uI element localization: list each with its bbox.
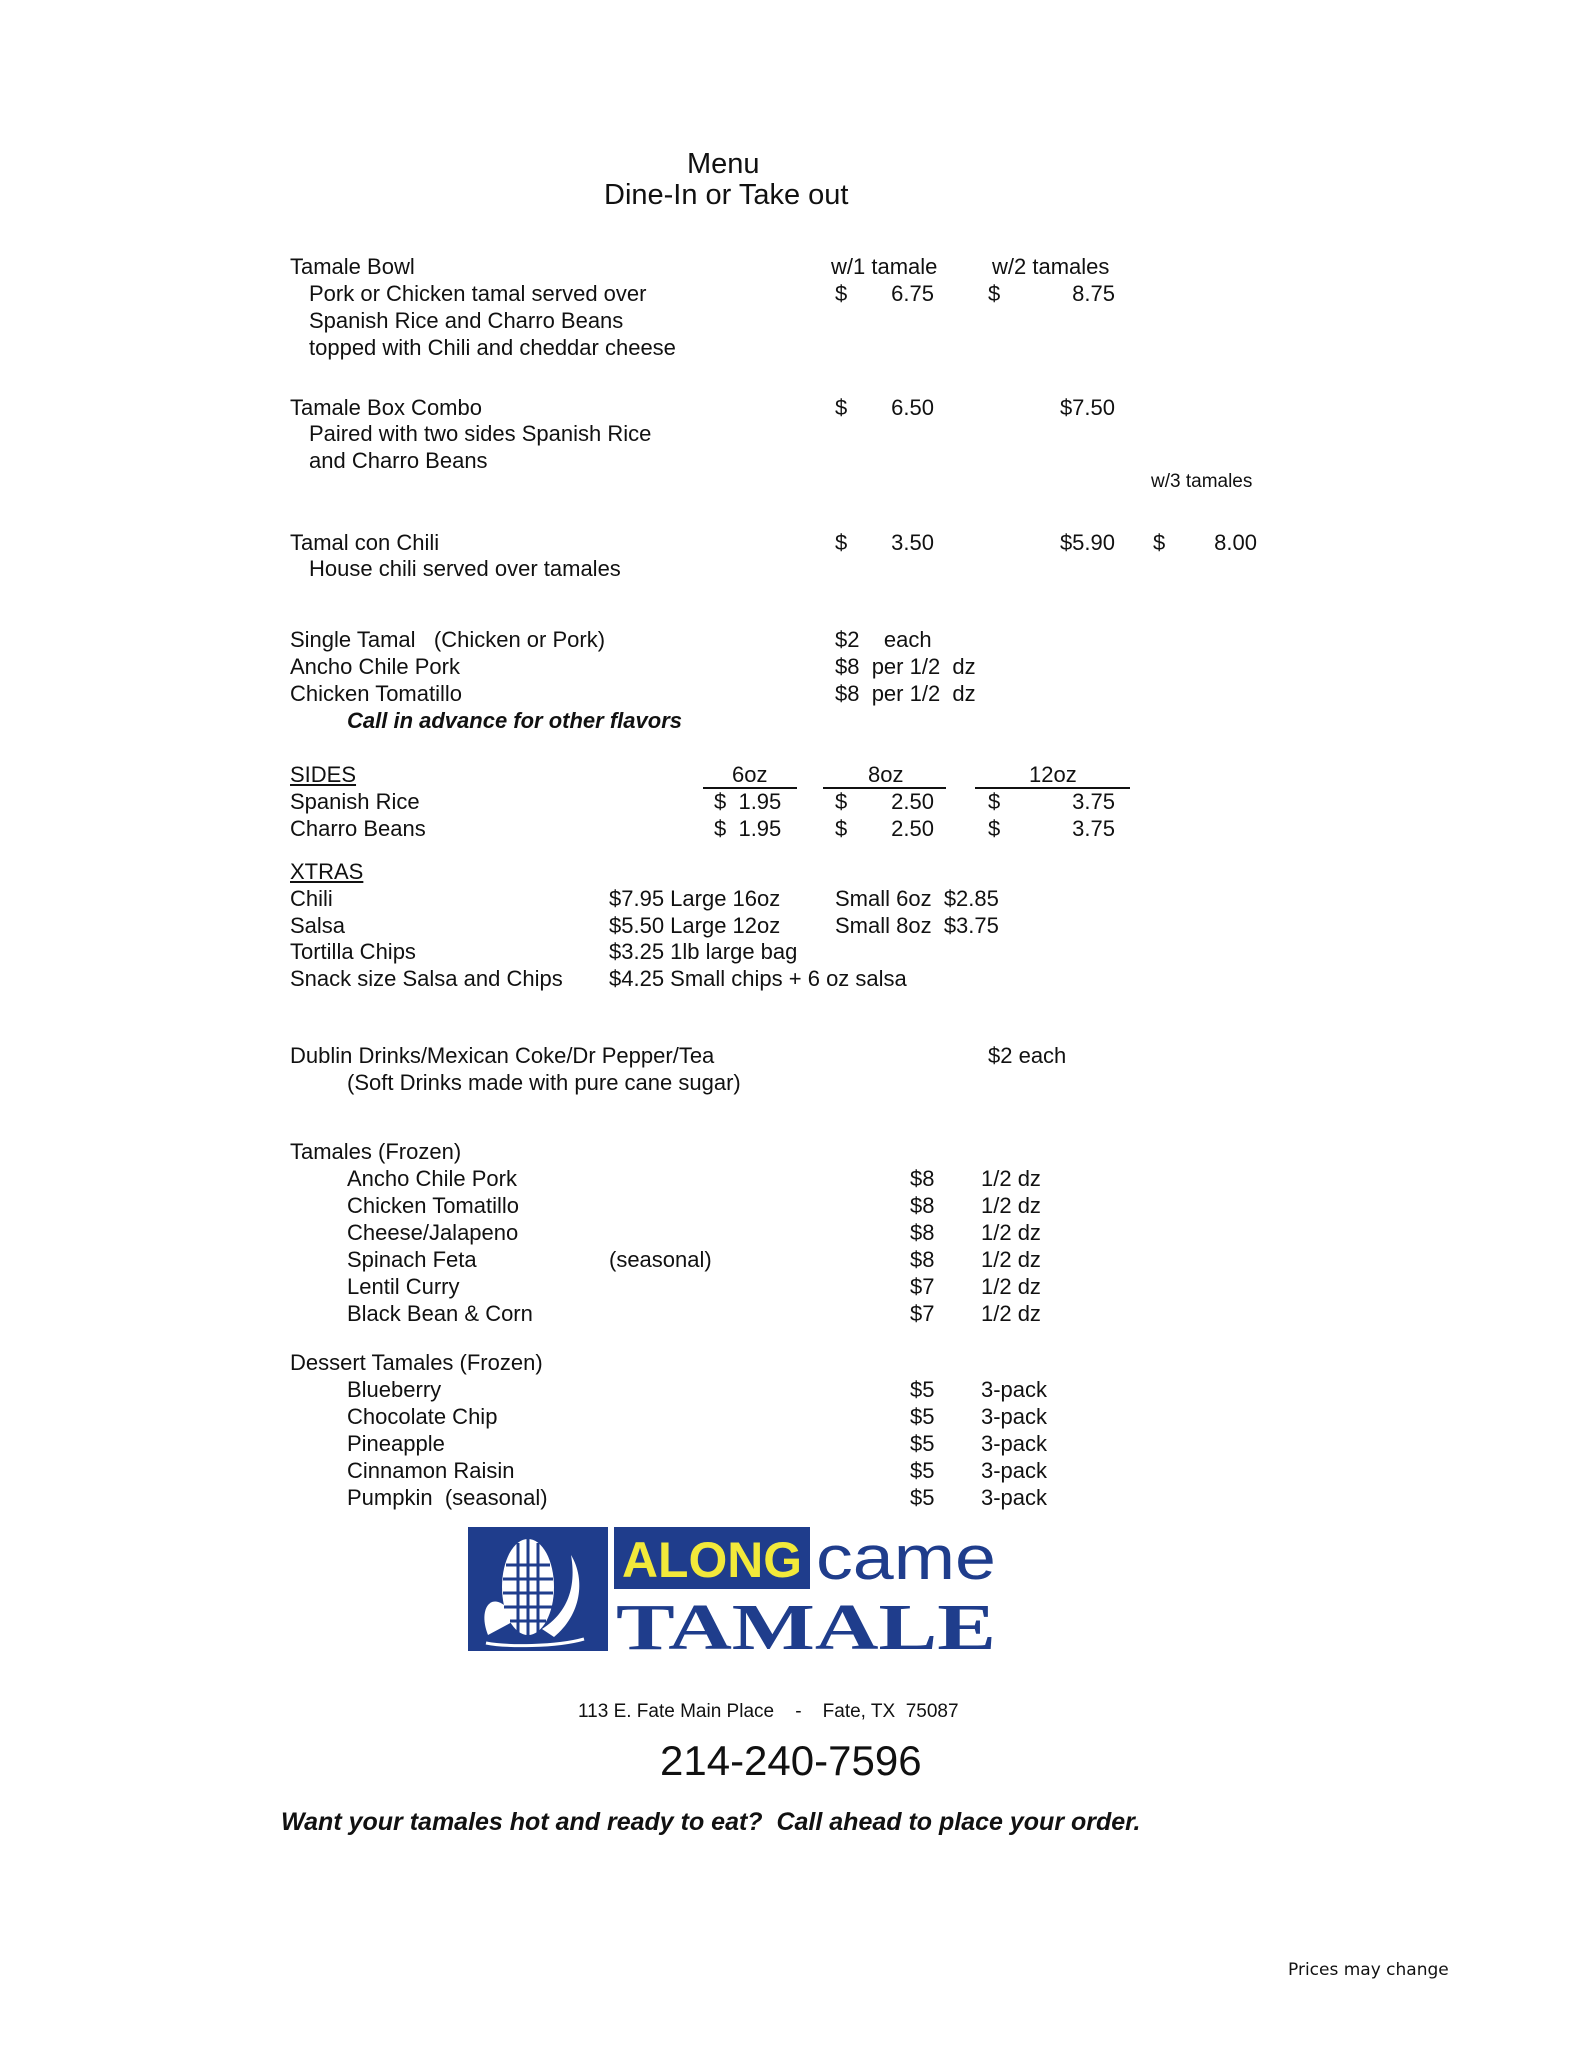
dessert-item-name: Pumpkin (seasonal) bbox=[347, 1485, 548, 1510]
item-desc: Spanish Rice and Charro Beans bbox=[309, 308, 624, 333]
single-item-name: Single Tamal (Chicken or Pork) bbox=[290, 627, 606, 652]
frozen-item-price: $8 bbox=[910, 1220, 935, 1245]
price-w2: $5.90 bbox=[1059, 530, 1115, 555]
dessert-item-name: Pineapple bbox=[347, 1431, 445, 1456]
price-sign: $ bbox=[835, 789, 848, 814]
xtra-name: Tortilla Chips bbox=[290, 939, 416, 964]
logo-came-text: came bbox=[816, 1525, 996, 1593]
item-name: Tamale Bowl bbox=[290, 254, 415, 279]
dessert-item-price: $5 bbox=[910, 1377, 935, 1402]
price-sign: $ bbox=[835, 530, 848, 555]
item-name: Tamal con Chili bbox=[290, 530, 440, 555]
side-price-8oz: 2.50 bbox=[891, 816, 934, 841]
single-item-name: Ancho Chile Pork bbox=[290, 654, 460, 679]
dessert-item-name: Blueberry bbox=[347, 1377, 442, 1402]
logo-along-text: ALONG bbox=[622, 1532, 802, 1588]
xtra-large: $7.95 Large 16oz bbox=[609, 886, 781, 911]
frozen-item-unit: 1/2 dz bbox=[981, 1220, 1041, 1245]
along-came-tamale-logo bbox=[466, 1525, 1001, 1653]
frozen-item-price: $8 bbox=[910, 1166, 935, 1191]
frozen-item-name: Black Bean & Corn bbox=[347, 1301, 533, 1326]
dessert-item-price: $5 bbox=[910, 1485, 935, 1510]
prices-note: Prices may change bbox=[1288, 1960, 1449, 1980]
dessert-heading: Dessert Tamales (Frozen) bbox=[290, 1350, 543, 1375]
side-name: Spanish Rice bbox=[290, 789, 420, 814]
price-w2: 8.75 bbox=[1072, 281, 1115, 306]
side-price-12oz: 3.75 bbox=[1072, 789, 1115, 814]
side-name: Charro Beans bbox=[290, 816, 426, 841]
side-price-6oz: $ 1.95 bbox=[714, 789, 782, 814]
frozen-item-unit: 1/2 dz bbox=[981, 1247, 1041, 1272]
dessert-item-unit: 3-pack bbox=[981, 1458, 1048, 1483]
frozen-item-price: $7 bbox=[910, 1274, 935, 1299]
menu-subtitle: Dine-In or Take out bbox=[604, 179, 849, 211]
drinks-name: Dublin Drinks/Mexican Coke/Dr Pepper/Tea bbox=[290, 1043, 715, 1068]
dessert-item-unit: 3-pack bbox=[981, 1404, 1048, 1429]
xtra-name: Chili bbox=[290, 886, 333, 911]
dessert-item-price: $5 bbox=[910, 1404, 935, 1429]
dessert-item-unit: 3-pack bbox=[981, 1377, 1048, 1402]
price-w1: 6.50 bbox=[891, 395, 934, 420]
xtra-large: $4.25 Small chips + 6 oz salsa bbox=[609, 966, 907, 991]
dessert-item-unit: 3-pack bbox=[981, 1431, 1048, 1456]
item-desc: Pork or Chicken tamal served over bbox=[309, 281, 647, 306]
frozen-item-price: $8 bbox=[910, 1193, 935, 1218]
price-w1: 3.50 bbox=[891, 530, 934, 555]
price-w1: 6.75 bbox=[891, 281, 934, 306]
size-6oz: 6oz bbox=[732, 762, 768, 787]
frozen-item-note: (seasonal) bbox=[609, 1247, 712, 1272]
price-sign: $ bbox=[988, 789, 1001, 814]
frozen-item-name: Chicken Tomatillo bbox=[347, 1193, 520, 1218]
advance-note: Call in advance for other flavors bbox=[347, 708, 682, 733]
item-desc: and Charro Beans bbox=[309, 448, 488, 473]
frozen-item-name: Spinach Feta bbox=[347, 1247, 477, 1272]
dessert-item-price: $5 bbox=[910, 1431, 935, 1456]
xtra-small: Small 6oz $2.85 bbox=[835, 886, 999, 911]
item-desc: House chili served over tamales bbox=[309, 556, 621, 581]
dessert-item-name: Cinnamon Raisin bbox=[347, 1458, 515, 1483]
price-w2: $7.50 bbox=[1059, 395, 1115, 420]
price-sign: $ bbox=[835, 281, 848, 306]
col-header-w3: w/3 tamales bbox=[1151, 471, 1253, 492]
frozen-item-unit: 1/2 dz bbox=[981, 1166, 1041, 1191]
single-item-name: Chicken Tomatillo bbox=[290, 681, 463, 706]
drinks-price: $2 each bbox=[988, 1043, 1067, 1068]
sides-heading: SIDES bbox=[290, 762, 357, 787]
price-sign: $ bbox=[988, 281, 1001, 306]
frozen-item-price: $7 bbox=[910, 1301, 935, 1326]
price-sign: $ bbox=[1153, 530, 1166, 555]
xtra-large: $3.25 1lb large bag bbox=[609, 939, 798, 964]
dessert-item-price: $5 bbox=[910, 1458, 935, 1483]
side-price-6oz: $ 1.95 bbox=[714, 816, 782, 841]
item-name: Tamale Box Combo bbox=[290, 395, 482, 420]
side-price-8oz: 2.50 bbox=[891, 789, 934, 814]
single-item-price: $2 each bbox=[835, 627, 932, 652]
logo-tamale-text: TAMALE bbox=[616, 1591, 996, 1653]
size-12oz: 12oz bbox=[1029, 762, 1077, 787]
single-item-price: $8 per 1/2 dz bbox=[835, 681, 976, 706]
frozen-item-name: Lentil Curry bbox=[347, 1274, 460, 1299]
item-desc: topped with Chili and cheddar cheese bbox=[309, 335, 676, 360]
dessert-item-unit: 3-pack bbox=[981, 1485, 1048, 1510]
xtra-name: Salsa bbox=[290, 913, 346, 938]
col-header-w2: w/2 tamales bbox=[992, 254, 1110, 279]
price-w3: 8.00 bbox=[1214, 530, 1257, 555]
drinks-note: (Soft Drinks made with pure cane sugar) bbox=[347, 1070, 741, 1095]
frozen-item-price: $8 bbox=[910, 1247, 935, 1272]
xtra-name: Snack size Salsa and Chips bbox=[290, 966, 563, 991]
frozen-item-unit: 1/2 dz bbox=[981, 1193, 1041, 1218]
dessert-item-name: Chocolate Chip bbox=[347, 1404, 498, 1429]
phone-number: 214-240-7596 bbox=[660, 1737, 922, 1784]
side-price-12oz: 3.75 bbox=[1072, 816, 1115, 841]
frozen-item-unit: 1/2 dz bbox=[981, 1274, 1041, 1299]
frozen-item-unit: 1/2 dz bbox=[981, 1301, 1041, 1326]
menu-title: Menu bbox=[687, 148, 760, 180]
order-slogan: Want your tamales hot and ready to eat? Call ahead to place your order. bbox=[281, 1808, 1141, 1836]
price-sign: $ bbox=[835, 816, 848, 841]
col-header-w1: w/1 tamale bbox=[831, 254, 938, 279]
xtra-small: Small 8oz $3.75 bbox=[835, 913, 999, 938]
frozen-item-name: Cheese/Jalapeno bbox=[347, 1220, 519, 1245]
address: 113 E. Fate Main Place - Fate, TX 75087 bbox=[578, 1701, 959, 1722]
item-desc: Paired with two sides Spanish Rice bbox=[309, 421, 652, 446]
price-sign: $ bbox=[835, 395, 848, 420]
single-item-price: $8 per 1/2 dz bbox=[835, 654, 976, 679]
frozen-heading: Tamales (Frozen) bbox=[290, 1139, 462, 1164]
price-sign: $ bbox=[988, 816, 1001, 841]
xtra-large: $5.50 Large 12oz bbox=[609, 913, 781, 938]
size-8oz: 8oz bbox=[868, 762, 904, 787]
xtras-heading: XTRAS bbox=[290, 859, 364, 884]
frozen-item-name: Ancho Chile Pork bbox=[347, 1166, 517, 1191]
